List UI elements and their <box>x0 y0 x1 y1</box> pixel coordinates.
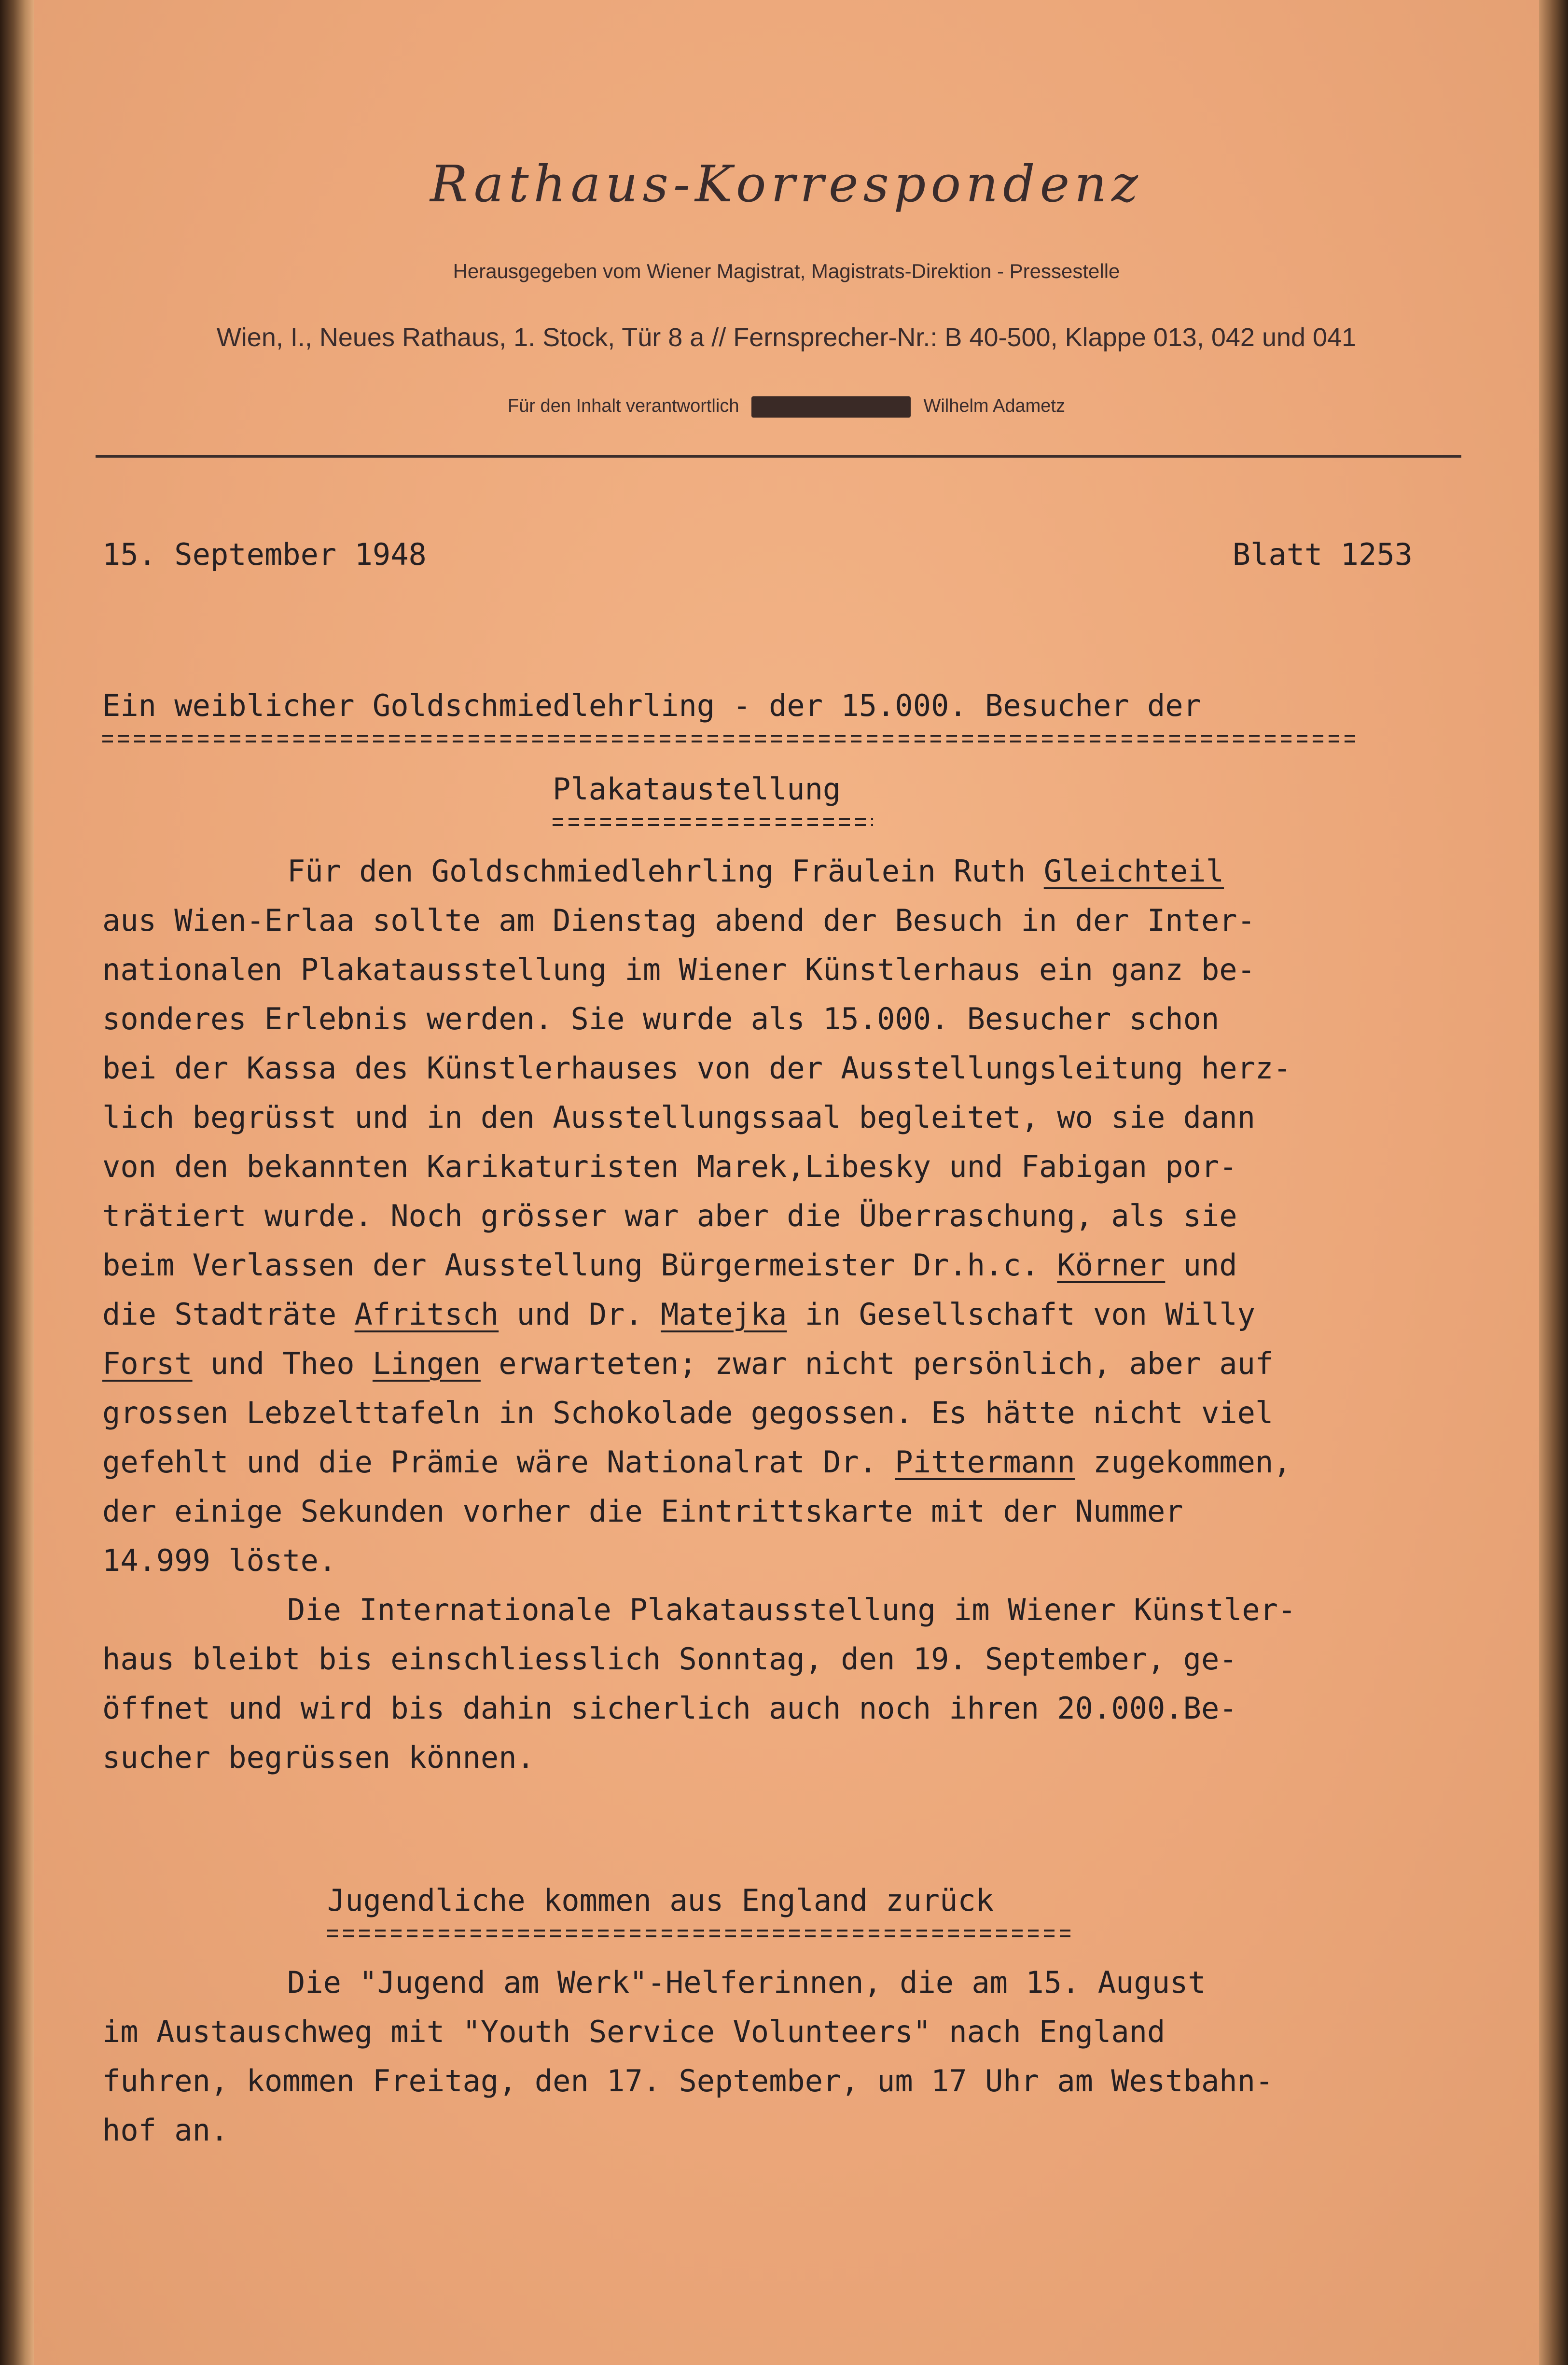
heading-double-underline <box>102 735 1357 742</box>
masthead-title: Rathaus-Korrespondenz <box>430 154 1143 213</box>
text-line: hof an. <box>102 2113 229 2148</box>
text-line: aus Wien-Erlaa sollte am Dienstag abend der Besuch in der Inter- <box>102 903 1255 938</box>
name-gleichteil: Gleichteil <box>1043 854 1224 889</box>
redaction-bar <box>751 396 911 418</box>
issue-date: 15. September 1948 <box>102 537 427 572</box>
text-line: der einige Sekunden vorher die Eintrittskarte mit der Nummer <box>102 1494 1183 1529</box>
responsible-name: Wilhelm Adametz <box>923 396 1065 416</box>
document-page <box>34 0 1539 2365</box>
text-line: Forst und Theo Lingen erwarteten; zwar nicht persönlich, aber auf <box>102 1346 1274 1381</box>
book-edge-right <box>1539 0 1568 2365</box>
text-line: beim Verlassen der Ausstellung Bürgermeister Dr.h.c. Körner und <box>102 1247 1237 1283</box>
text-line: von den bekannten Karikaturisten Marek,Libesky und Fabigan por- <box>102 1149 1237 1184</box>
heading-double-underline <box>327 1930 1075 1937</box>
text-line: bei der Kassa des Künstlerhauses von der Ausstellungsleitung herz- <box>102 1050 1291 1086</box>
text-line: Die Internationale Plakatausstellung im Wiener Künstler- <box>287 1592 1296 1627</box>
masthead-publisher: Herausgegeben vom Wiener Magistrat, Magistrats-Direktion - Pressestelle <box>453 260 1120 282</box>
article2-heading: Jugendliche kommen aus England zurück <box>327 1883 994 1918</box>
name-afritsch: Afritsch <box>354 1297 499 1332</box>
text-line: im Austauschweg mit "Youth Service Volunteers" nach England <box>102 2014 1166 2049</box>
name-matejka: Matejka <box>661 1297 787 1332</box>
text-line: die Stadträte Afritsch und Dr. Matejka in Gesellschaft von Willy <box>102 1297 1255 1332</box>
responsible-label: Für den Inhalt verantwortlich <box>508 396 739 416</box>
sheet-number: Blatt 1253 <box>1232 537 1413 572</box>
text-line: 14.999 löste. <box>102 1543 337 1578</box>
name-pittermann: Pittermann <box>895 1444 1075 1480</box>
text-line: sucher begrüssen können. <box>102 1740 535 1775</box>
text-line: Die "Jugend am Werk"-Helferinnen, die am 15. August <box>287 1965 1206 2000</box>
name-lingen: Lingen <box>372 1346 481 1381</box>
name-forst: Forst <box>102 1346 193 1381</box>
text-line: Für den Goldschmiedlehrling Fräulein Ruth Gleichteil <box>287 854 1224 889</box>
masthead-responsible <box>34 396 1539 418</box>
text-line: lich begrüsst und in den Ausstellungssaal begleitet, wo sie dann <box>102 1100 1255 1135</box>
text-line: sonderes Erlebnis werden. Sie wurde als 15.000. Besucher schon <box>102 1001 1220 1036</box>
name-koerner: Körner <box>1057 1247 1166 1283</box>
masthead-address: Wien, I., Neues Rathaus, 1. Stock, Tür 8 a // Fernsprecher-Nr.: B 40-500, Klappe 013, 042 und 041 <box>216 323 1357 352</box>
book-spine-left <box>0 0 34 2365</box>
text-line: fuhren, kommen Freitag, den 17. September, um 17 Uhr am Westbahn- <box>102 2063 1274 2099</box>
text-line: nationalen Plakatausstellung im Wiener Künstlerhaus ein ganz be- <box>102 952 1255 987</box>
article1-heading-line1: Ein weiblicher Goldschmiedlehrling - der 15.000. Besucher der <box>102 688 1201 723</box>
masthead-divider <box>96 455 1461 458</box>
article1-heading-line2: Plakataustellung <box>553 771 841 807</box>
text-line: gefehlt und die Prämie wäre Nationalrat Dr. Pittermann zugekommen, <box>102 1444 1291 1480</box>
text-line: haus bleibt bis einschliesslich Sonntag, den 19. September, ge- <box>102 1641 1237 1677</box>
heading-double-underline <box>553 818 873 826</box>
text-line: grossen Lebzelttafeln in Schokolade gegossen. Es hätte nicht viel <box>102 1395 1274 1430</box>
text-line: öffnet und wird bis dahin sicherlich auch noch ihren 20.000.Be- <box>102 1691 1237 1726</box>
text-line: trätiert wurde. Noch grösser war aber die Überraschung, als sie <box>102 1198 1237 1233</box>
